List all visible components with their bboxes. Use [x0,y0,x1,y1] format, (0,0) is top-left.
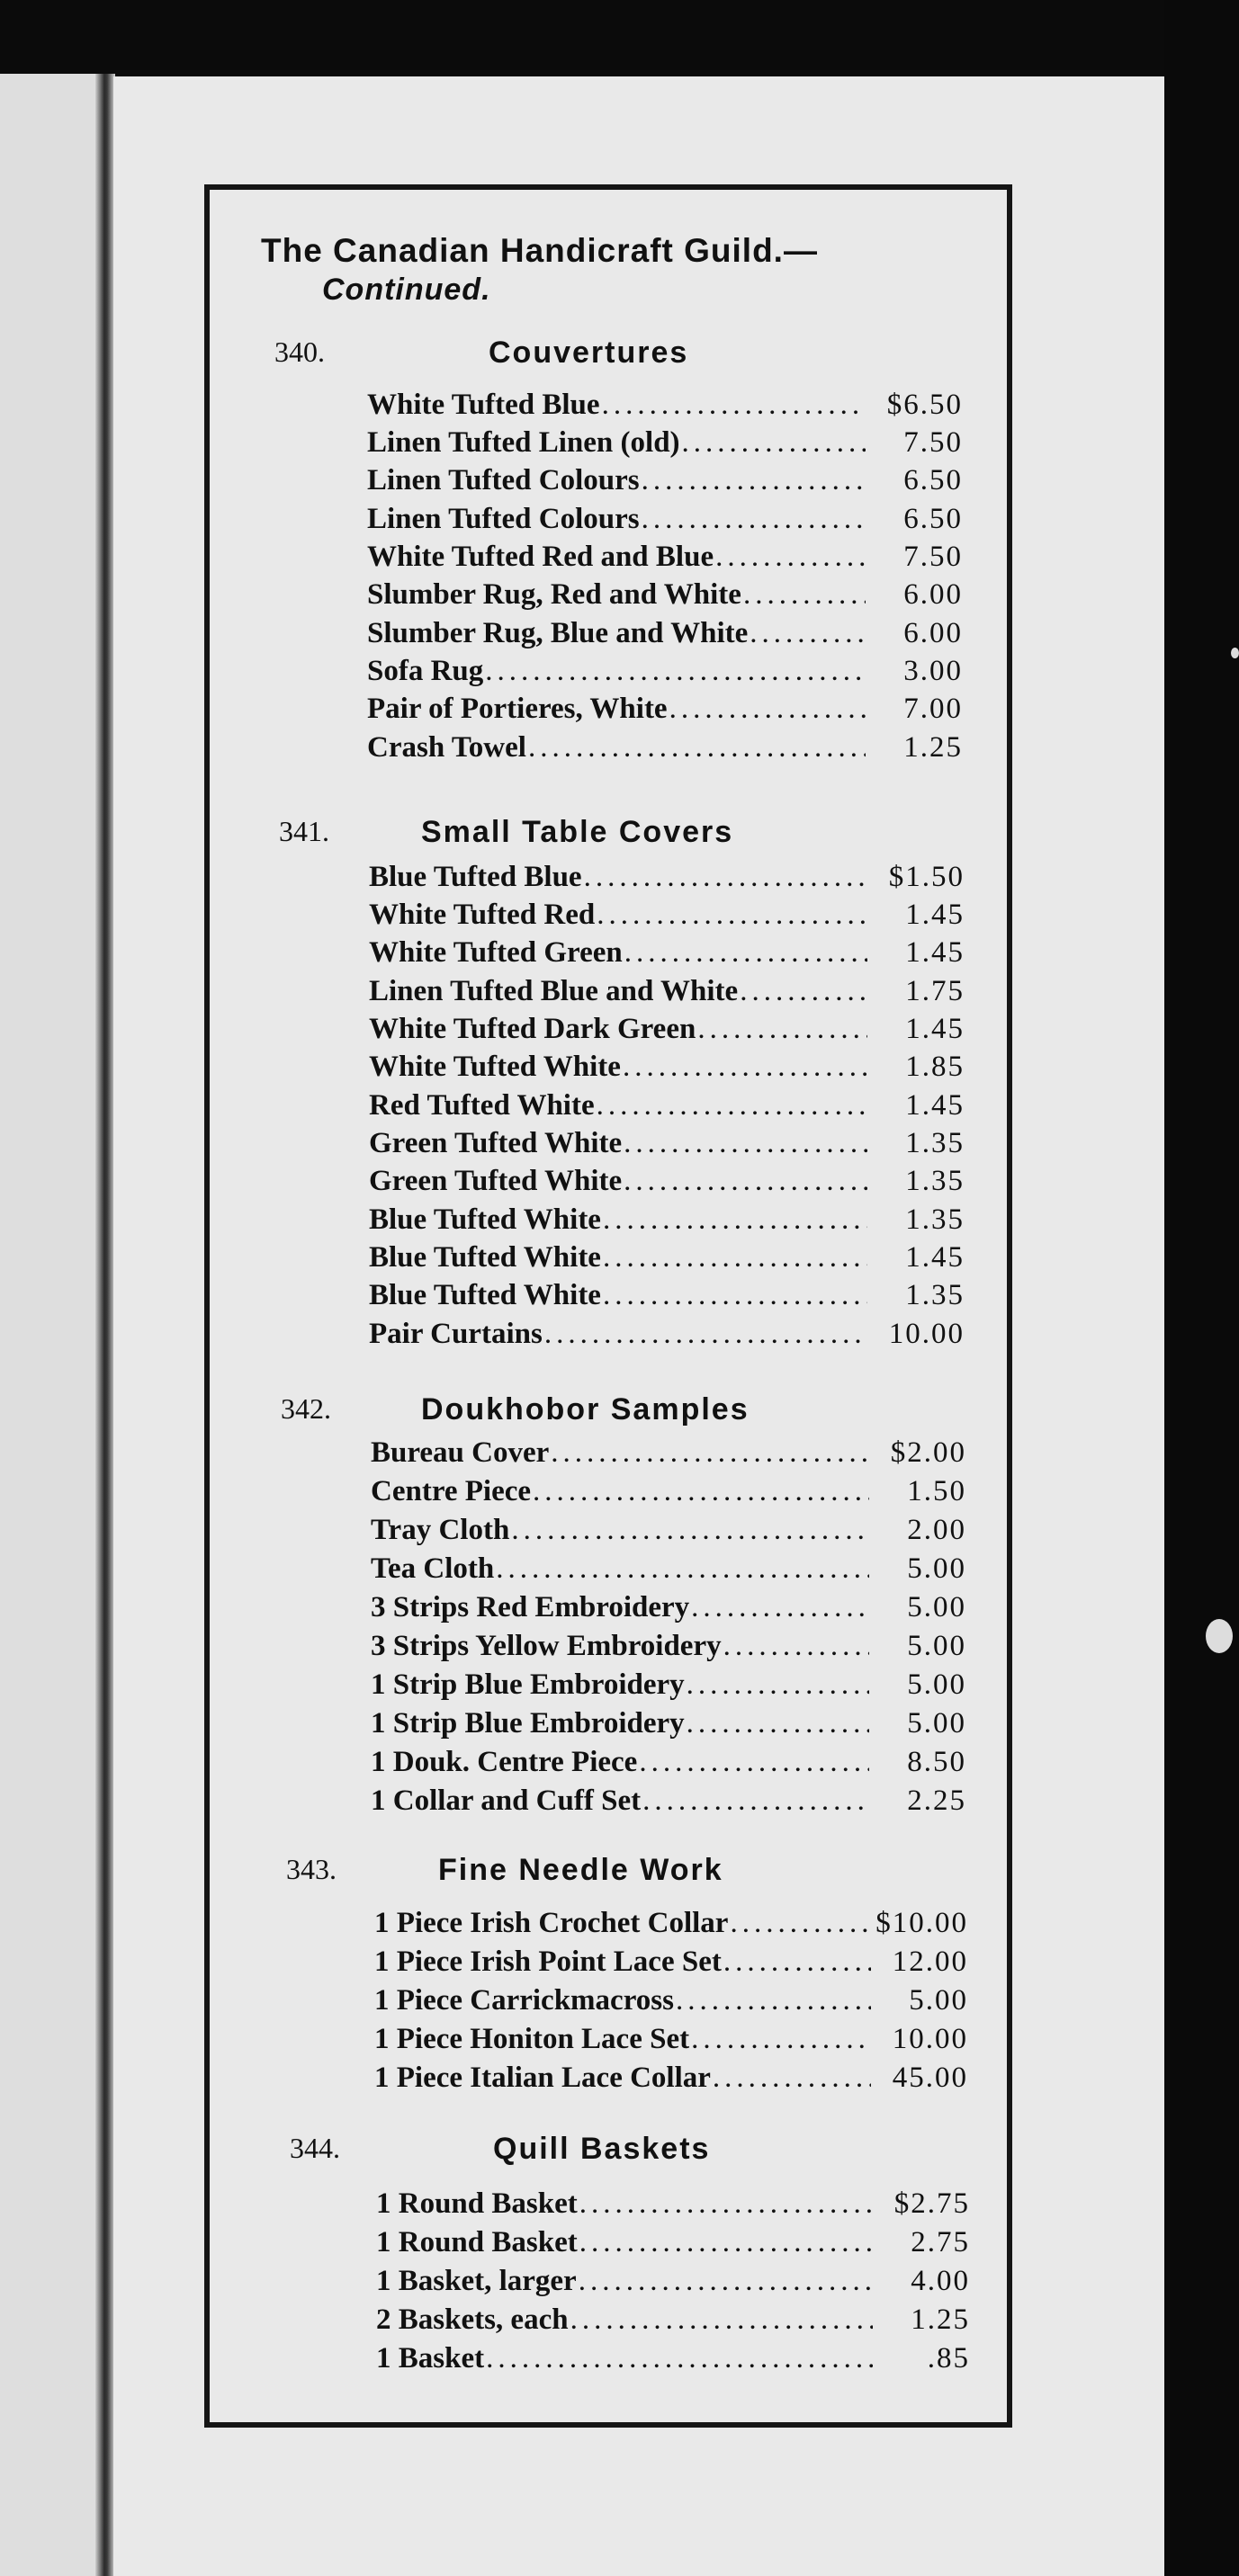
item-price: 1.45 [905,1241,965,1274]
item-price: 6.50 [903,464,963,496]
list-item [376,2187,970,2225]
scan-top-edge [0,0,1239,76]
item-label: 1 Piece Irish Point Lace Set [374,1945,722,1978]
dot-leader [624,1127,867,1160]
dot-leader [639,1746,869,1779]
item-label: 1 Round Basket [376,2226,578,2258]
list-item [371,1514,966,1552]
list-item [369,1089,965,1127]
section-number: 340. [274,335,325,368]
item-price: 10.00 [888,1318,965,1350]
item-label: Linen Tufted Colours [367,464,640,496]
dot-leader [682,426,866,460]
item-price: 1.75 [905,975,965,1007]
dot-leader [511,1514,869,1547]
dot-leader [730,1907,868,1940]
item-price: 5.00 [907,1552,966,1585]
dot-leader [579,2265,873,2298]
dot-leader [676,1984,871,2017]
dot-leader [669,693,866,726]
item-label: 1 Piece Honiton Lace Set [374,2023,690,2055]
item-label: 1 Basket [376,2342,485,2375]
item-price: 1.45 [905,936,965,969]
section-number: 344. [290,2132,340,2164]
item-price: 6.00 [903,578,963,611]
item-label: White Tufted Red and Blue [367,541,714,573]
list-item [367,617,963,655]
item-label: Slumber Rug, Red and White [367,578,741,611]
dot-leader [584,861,867,894]
item-price: 2.75 [911,2226,970,2258]
list-item [369,861,965,899]
item-price: 8.50 [907,1746,966,1778]
item-label: 1 Strip Blue Embroidery [371,1668,685,1701]
item-price: 5.00 [907,1591,966,1623]
list-item [376,2303,970,2341]
section-title: Couvertures [489,335,689,370]
item-price: 6.50 [903,503,963,535]
list-item [367,731,963,769]
item-label: Slumber Rug, Blue and White [367,617,749,649]
dot-leader [642,503,866,536]
item-label: 1 Piece Italian Lace Collar [374,2062,711,2094]
section-title: Quill Baskets [493,2132,711,2166]
list-item [374,2062,968,2099]
dot-leader [723,1945,871,1979]
list-item [369,1241,965,1279]
item-price: 1.35 [905,1165,965,1197]
section-title: Small Table Covers [421,815,734,849]
dot-leader [624,936,867,970]
item-label: Blue Tufted White [369,1241,601,1274]
dot-leader [551,1436,869,1470]
list-item [371,1436,966,1474]
dot-leader [743,578,866,612]
item-label: Crash Towel [367,731,526,764]
list-item [371,1552,966,1590]
item-price: .85 [927,2342,970,2375]
item-price: 10.00 [892,2023,968,2055]
list-item [374,1984,968,2022]
dot-leader [570,2303,873,2337]
section-number: 342. [281,1392,331,1425]
list-item [369,1165,965,1203]
item-price: 1.35 [905,1279,965,1311]
item-price: 1.25 [903,731,963,764]
list-item [371,1746,966,1784]
item-price: $1.50 [888,861,965,893]
dot-leader [723,1630,869,1663]
dot-leader [579,2226,873,2259]
page-speck [1206,1619,1233,1653]
list-item [374,1907,968,1945]
item-label: Green Tufted White [369,1165,623,1197]
page-speck [1231,648,1239,658]
item-label: Bureau Cover [371,1436,550,1469]
list-item [371,1475,966,1513]
item-label: Red Tufted White [369,1089,595,1122]
dot-leader [687,1707,869,1740]
list-item [367,389,963,426]
item-price: 2.00 [907,1514,966,1546]
dot-leader [528,731,866,765]
item-label: Linen Tufted Blue and White [369,975,739,1007]
list-item [367,426,963,464]
item-label: Centre Piece [371,1475,532,1507]
item-price: 1.45 [905,1089,965,1122]
list-item [367,541,963,578]
item-label: White Tufted White [369,1051,621,1083]
item-label: Blue Tufted White [369,1203,601,1236]
dot-leader [713,2062,871,2095]
list-item [369,1013,965,1051]
item-label: Pair of Portieres, White [367,693,668,725]
item-label: 1 Collar and Cuff Set [371,1784,642,1817]
dot-leader [691,1591,869,1624]
dot-leader [485,655,866,688]
item-label: 1 Douk. Centre Piece [371,1746,638,1778]
item-price: 6.00 [903,617,963,649]
item-price: 5.00 [907,1630,966,1662]
item-label: 3 Strips Yellow Embroidery [371,1630,722,1662]
dot-leader [740,975,867,1008]
item-label: Tea Cloth [371,1552,495,1585]
dot-leader [623,1051,867,1084]
dot-leader [602,389,866,422]
item-label: Pair Curtains [369,1318,543,1350]
list-item [371,1668,966,1706]
item-label: Sofa Rug [367,655,484,687]
section-title: Doukhobor Samples [421,1392,750,1427]
item-label: 3 Strips Red Embroidery [371,1591,690,1623]
item-price: 2.25 [907,1784,966,1817]
list-item [369,1051,965,1088]
item-label: White Tufted Green [369,936,623,969]
dot-leader [579,2187,873,2221]
item-price: 5.00 [907,1668,966,1701]
item-price: 1.35 [905,1203,965,1236]
item-label: 1 Basket, larger [376,2265,577,2297]
list-item [369,975,965,1013]
dot-leader [496,1552,869,1586]
continued-label: Continued. [322,273,491,307]
dot-leader [603,1279,867,1312]
list-item [371,1784,966,1822]
dot-leader [687,1668,869,1702]
list-item [376,2342,970,2380]
dot-leader [544,1318,867,1351]
item-label: White Tufted Blue [367,389,600,421]
item-price: 7.00 [903,693,963,725]
facing-page-edge [0,74,106,2576]
dot-leader [533,1475,869,1508]
item-label: 1 Piece Irish Crochet Collar [374,1907,729,1939]
section-number: 341. [279,815,329,847]
item-price: 1.50 [907,1475,966,1507]
dot-leader [642,464,866,497]
item-price: 45.00 [892,2062,968,2094]
list-item [374,2023,968,2061]
item-label: White Tufted Dark Green [369,1013,696,1045]
dot-leader [642,1784,869,1818]
dot-leader [697,1013,867,1046]
list-item [376,2265,970,2303]
dot-leader [691,2023,871,2056]
list-item [369,1127,965,1165]
book-gutter [95,74,115,2576]
list-item [371,1591,966,1629]
item-price: 5.00 [907,1707,966,1740]
list-item [369,1203,965,1241]
item-price: $10.00 [875,1907,968,1939]
list-item [367,464,963,502]
item-price: 3.00 [903,655,963,687]
item-price: $6.50 [886,389,963,421]
dot-leader [597,1089,867,1123]
list-item [371,1630,966,1668]
list-item [374,1945,968,1983]
item-label: 1 Piece Carrickmacross [374,1984,674,2017]
dot-leader [603,1203,867,1237]
item-label: Linen Tufted Linen (old) [367,426,680,459]
item-price: 1.25 [911,2303,970,2336]
list-item [367,503,963,541]
item-price: 1.45 [905,899,965,931]
item-label: Tray Cloth [371,1514,510,1546]
dot-leader [603,1241,867,1275]
list-item [367,655,963,693]
section-title: Fine Needle Work [438,1853,723,1887]
dot-leader [624,1165,867,1198]
list-item [369,1279,965,1317]
dot-leader [750,617,866,650]
item-label: Blue Tufted Blue [369,861,582,893]
dot-leader [486,2342,873,2375]
dot-leader [597,899,867,932]
scan-right-edge [1164,0,1239,2576]
item-price: 1.85 [905,1051,965,1083]
dot-leader [715,541,866,574]
item-price: 1.35 [905,1127,965,1159]
item-price: $2.00 [890,1436,966,1469]
item-label: White Tufted Red [369,899,596,931]
item-price: 5.00 [909,1984,968,2017]
item-price: 4.00 [911,2265,970,2297]
item-label: Green Tufted White [369,1127,623,1159]
item-label: 1 Strip Blue Embroidery [371,1707,685,1740]
item-price: 7.50 [903,541,963,573]
list-item [369,1318,965,1355]
guild-title: The Canadian Handicraft Guild.— [261,232,818,269]
list-item [369,936,965,974]
list-item [369,899,965,936]
list-item [371,1707,966,1745]
section-number: 343. [286,1853,337,1885]
item-label: 2 Baskets, each [376,2303,569,2336]
list-item [376,2226,970,2264]
item-price: 1.45 [905,1013,965,1045]
item-label: 1 Round Basket [376,2187,578,2220]
item-price: 7.50 [903,426,963,459]
item-price: $2.75 [893,2187,970,2220]
item-price: 12.00 [892,1945,968,1978]
list-item [367,693,963,730]
item-label: Blue Tufted White [369,1279,601,1311]
list-item [367,578,963,616]
item-label: Linen Tufted Colours [367,503,640,535]
